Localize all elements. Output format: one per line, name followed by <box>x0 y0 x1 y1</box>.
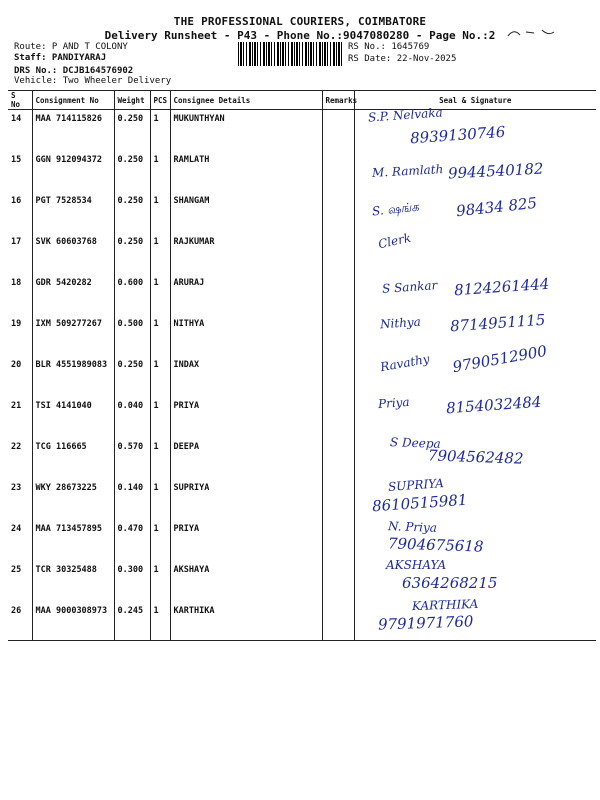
cell-remarks <box>322 520 354 561</box>
cell-sno: 19 <box>11 319 22 329</box>
cell-consignee: SUPRIYA <box>170 479 322 520</box>
cell-consignee: PRIYA <box>170 397 322 438</box>
cell-weight: 0.500 <box>114 315 150 356</box>
col-consignee: Consignee Details <box>170 91 322 110</box>
table-row <box>8 479 596 520</box>
table-row <box>8 602 596 641</box>
cell-consignee: SHANGAM <box>170 192 322 233</box>
company-title: THE PROFESSIONAL COURIERS, COIMBATORE <box>173 15 427 28</box>
cell-pcs: 1 <box>150 192 170 233</box>
cell-remarks <box>322 110 354 152</box>
cell-consignment: GDR 5420282 <box>32 274 114 315</box>
signature-name: S Deepa <box>389 435 441 451</box>
cell-consignment: TCR 30325488 <box>32 561 114 602</box>
cell-weight: 0.600 <box>114 274 150 315</box>
cell-pcs: 1 <box>150 479 170 520</box>
cell-consignee: MUKUNTHYAN <box>170 110 322 152</box>
signature-name: N. Priya <box>387 519 438 535</box>
signature-phone: 8939130746 <box>409 122 506 148</box>
cell-pcs: 1 <box>150 520 170 561</box>
cell-pcs: 1 <box>150 356 170 397</box>
rs-date: RS Date: 22-Nov-2025 <box>348 54 457 64</box>
table-row <box>8 233 596 274</box>
cell-consignee: NITHYA <box>170 315 322 356</box>
cell-consignee: ARURAJ <box>170 274 322 315</box>
cell-pcs: 1 <box>150 315 170 356</box>
cell-pcs: 1 <box>150 397 170 438</box>
cell-pcs: 1 <box>150 602 170 641</box>
rs-number: RS No.: 1645769 <box>348 42 430 52</box>
signature-phone: 8610515981 <box>371 490 468 516</box>
signature-phone: 9791971760 <box>377 612 474 634</box>
col-pcs: PCS <box>150 91 170 110</box>
drs-number: DRS No.: DCJB164576902 <box>14 66 134 76</box>
signature-name: S Sankar <box>381 278 438 296</box>
cell-consignment: MAA 9000308973 <box>32 602 114 641</box>
cell-remarks <box>322 356 354 397</box>
staff-label: Staff: PANDIYARAJ <box>14 53 107 63</box>
cell-consignment: PGT 7528534 <box>32 192 114 233</box>
cell-pcs: 1 <box>150 233 170 274</box>
cell-weight: 0.250 <box>114 192 150 233</box>
cell-remarks <box>322 438 354 479</box>
signature-name: KARTHIKA <box>411 596 479 614</box>
cell-consignee: DEEPA <box>170 438 322 479</box>
signature-name: Priya <box>377 394 411 412</box>
cell-consignee: AKSHAYA <box>170 561 322 602</box>
cell-sno: 26 <box>8 602 32 641</box>
cell-weight: 0.250 <box>114 233 150 274</box>
signature-phone: 8714951115 <box>449 310 546 336</box>
barcode <box>238 42 344 66</box>
cell-consignee: RAJKUMAR <box>170 233 322 274</box>
cell-consignment: IXM 509277267 <box>32 315 114 356</box>
cell-sno: 14 <box>11 114 22 124</box>
cell-consignee: INDAX <box>170 356 322 397</box>
cell-sno: 20 <box>11 360 22 370</box>
cell-consignment: WKY 28673225 <box>32 479 114 520</box>
cell-sno: 18 <box>11 278 22 288</box>
col-consignment: Consignment No <box>32 91 114 110</box>
cell-sno: 17 <box>11 237 22 247</box>
cell-pcs: 1 <box>150 151 170 192</box>
cell-pcs: 1 <box>150 561 170 602</box>
signature-name: Nithya <box>379 314 422 332</box>
signature-phone: 8154032484 <box>445 392 542 418</box>
pen-scribble-mark <box>506 26 556 40</box>
cell-sno: 22 <box>11 442 22 452</box>
cell-weight: 0.250 <box>114 151 150 192</box>
runsheet-title: Delivery Runsheet - P43 - Phone No.:9047080280 - Page No.:2 <box>104 29 496 42</box>
cell-consignment: MAA 714115826 <box>32 110 114 152</box>
vehicle-label: Vehicle: Two Wheeler Delivery <box>14 76 172 86</box>
cell-consignee: KARTHIKA <box>170 602 322 641</box>
cell-remarks <box>322 274 354 315</box>
cell-pcs: 1 <box>150 438 170 479</box>
cell-consignment: BLR 4551989083 <box>32 356 114 397</box>
cell-weight: 0.570 <box>114 438 150 479</box>
cell-remarks <box>322 479 354 520</box>
cell-consignment: TSI 4141040 <box>32 397 114 438</box>
cell-sno: 21 <box>11 401 22 411</box>
signature-name: Ravathy <box>379 351 431 375</box>
cell-weight: 0.250 <box>114 110 150 152</box>
signature-name: AKSHAYA <box>386 558 447 572</box>
cell-sno: 25 <box>11 565 22 575</box>
cell-sno: 15 <box>11 155 22 165</box>
signature-phone: 9944540182 <box>447 159 544 183</box>
cell-consignment: GGN 912094372 <box>32 151 114 192</box>
cell-weight: 0.040 <box>114 397 150 438</box>
cell-consignment: MAA 713457895 <box>32 520 114 561</box>
cell-pcs: 1 <box>150 110 170 152</box>
signature-phone: 8124261444 <box>453 274 550 300</box>
cell-sno: 24 <box>11 524 22 534</box>
cell-pcs: 1 <box>150 274 170 315</box>
cell-remarks <box>322 192 354 233</box>
table-row <box>8 110 596 152</box>
cell-weight: 0.470 <box>114 520 150 561</box>
route-label: Route: P AND T COLONY <box>14 42 128 52</box>
cell-remarks <box>322 561 354 602</box>
cell-weight: 0.250 <box>114 356 150 397</box>
cell-remarks <box>322 151 354 192</box>
cell-consignee: RAMLATH <box>170 151 322 192</box>
signature-name: S.P. Nelvaka <box>367 105 444 125</box>
cell-weight: 0.140 <box>114 479 150 520</box>
cell-remarks <box>322 315 354 356</box>
signature-name: SUPRIYA <box>387 476 445 494</box>
signature-phone: 7904562482 <box>427 446 524 468</box>
signature-phone: 98434 825 <box>455 193 538 221</box>
cell-weight: 0.245 <box>114 602 150 641</box>
signature-name: M. Ramlath <box>371 162 444 180</box>
signature-phone: 6364268215 <box>402 574 498 592</box>
cell-weight: 0.300 <box>114 561 150 602</box>
cell-remarks <box>322 397 354 438</box>
cell-consignment: TCG 116665 <box>32 438 114 479</box>
col-weight: Weight <box>114 91 150 110</box>
col-remarks: Remarks <box>322 91 354 110</box>
signature-name: S. ஷங்க <box>371 199 420 219</box>
cell-remarks <box>322 233 354 274</box>
table-header-row <box>8 91 596 110</box>
cell-consignee: PRIYA <box>170 520 322 561</box>
cell-sno: 23 <box>11 483 22 493</box>
table-row <box>8 520 596 561</box>
signature-name: Clerk <box>376 230 413 252</box>
cell-sno: 16 <box>11 196 22 206</box>
col-sno: S No <box>8 91 32 110</box>
col-signature: Seal & Signature <box>354 91 596 110</box>
table-row <box>8 561 596 602</box>
signature-phone: 9790512900 <box>451 341 549 377</box>
signature-phone: 7904675618 <box>387 534 484 556</box>
cell-remarks <box>322 602 354 641</box>
cell-consignment: SVK 60603768 <box>32 233 114 274</box>
